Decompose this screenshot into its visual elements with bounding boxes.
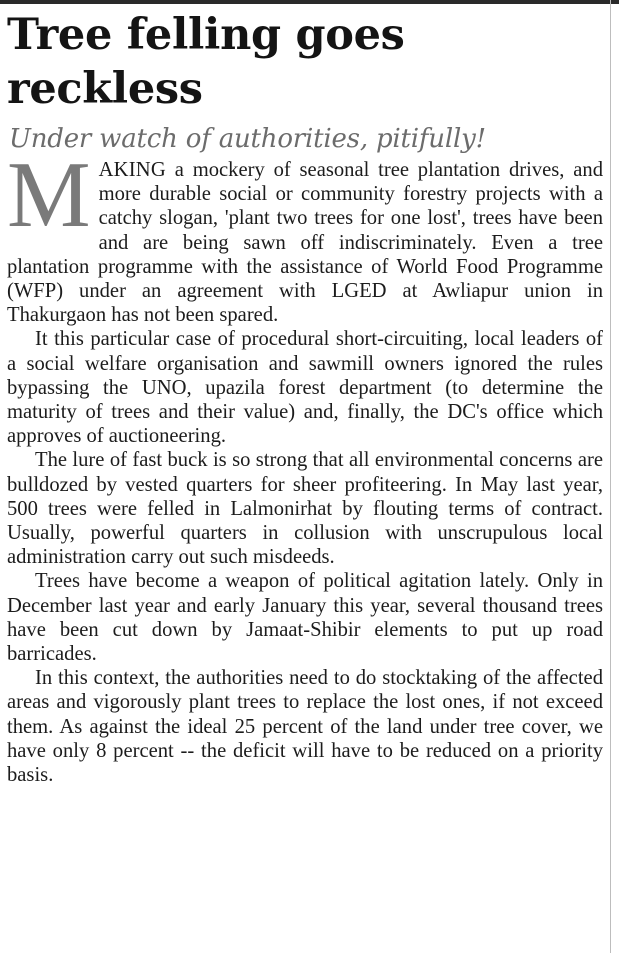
subheadline: Under watch of authorities, pitifully! (9, 124, 486, 154)
paragraph-1 (7, 143, 603, 327)
column-rule (610, 0, 611, 953)
headline: Tree felling goes reckless (7, 10, 405, 114)
lead-word: AKING (98, 159, 166, 181)
top-rule (0, 0, 619, 4)
paragraph-2: It this particular case of procedural short-circuiting, local leaders of a social welfare organisation and sawmill owners ignored the rules bypassing the UNO, upazila forest department (to determine the maturity of trees and their value) and, finally, the DC's office which approves of auctioneering. (7, 328, 603, 448)
paragraph-5: In this context, the authorities need to do stocktaking of the affected areas and vigorously plant trees to replace the lost ones, if not exceed them. As against the ideal 25 percent of the land under tree cover, we have only 8 percent -- the deficit will have to be reduced on a priority basis. (7, 667, 603, 787)
paragraph-1-text: a mockery of seasonal tree plantation drives, and more durable social or community forestry projects with a catchy slogan, 'plant two trees for one lost', trees have been and are being sawn off indiscriminately. Even a tree plantation programme with the assistance of World Food Programme (WFP) under an agreement with LGED at Awliapur union in Thakurgaon has not been spared. (7, 159, 603, 327)
editorial-article (7, 8, 603, 787)
drop-cap: M (7, 143, 91, 247)
paragraph-3: The lure of fast buck is so strong that all environmental concerns are bulldozed by vested quarters for sheer profiteering. In May last year, 500 trees were felled in Lalmonirhat by flouting terms of contract. Usually, powerful quarters in collusion with unscrupulous local administration carry out such misdeeds. (7, 449, 603, 569)
paragraph-4: Trees have become a weapon of political agitation lately. Only in December last year and early January this year, several thousand trees have been cut down by Jamaat-Shibir elements to put up road barricades. (7, 570, 603, 666)
article-body (7, 143, 603, 787)
